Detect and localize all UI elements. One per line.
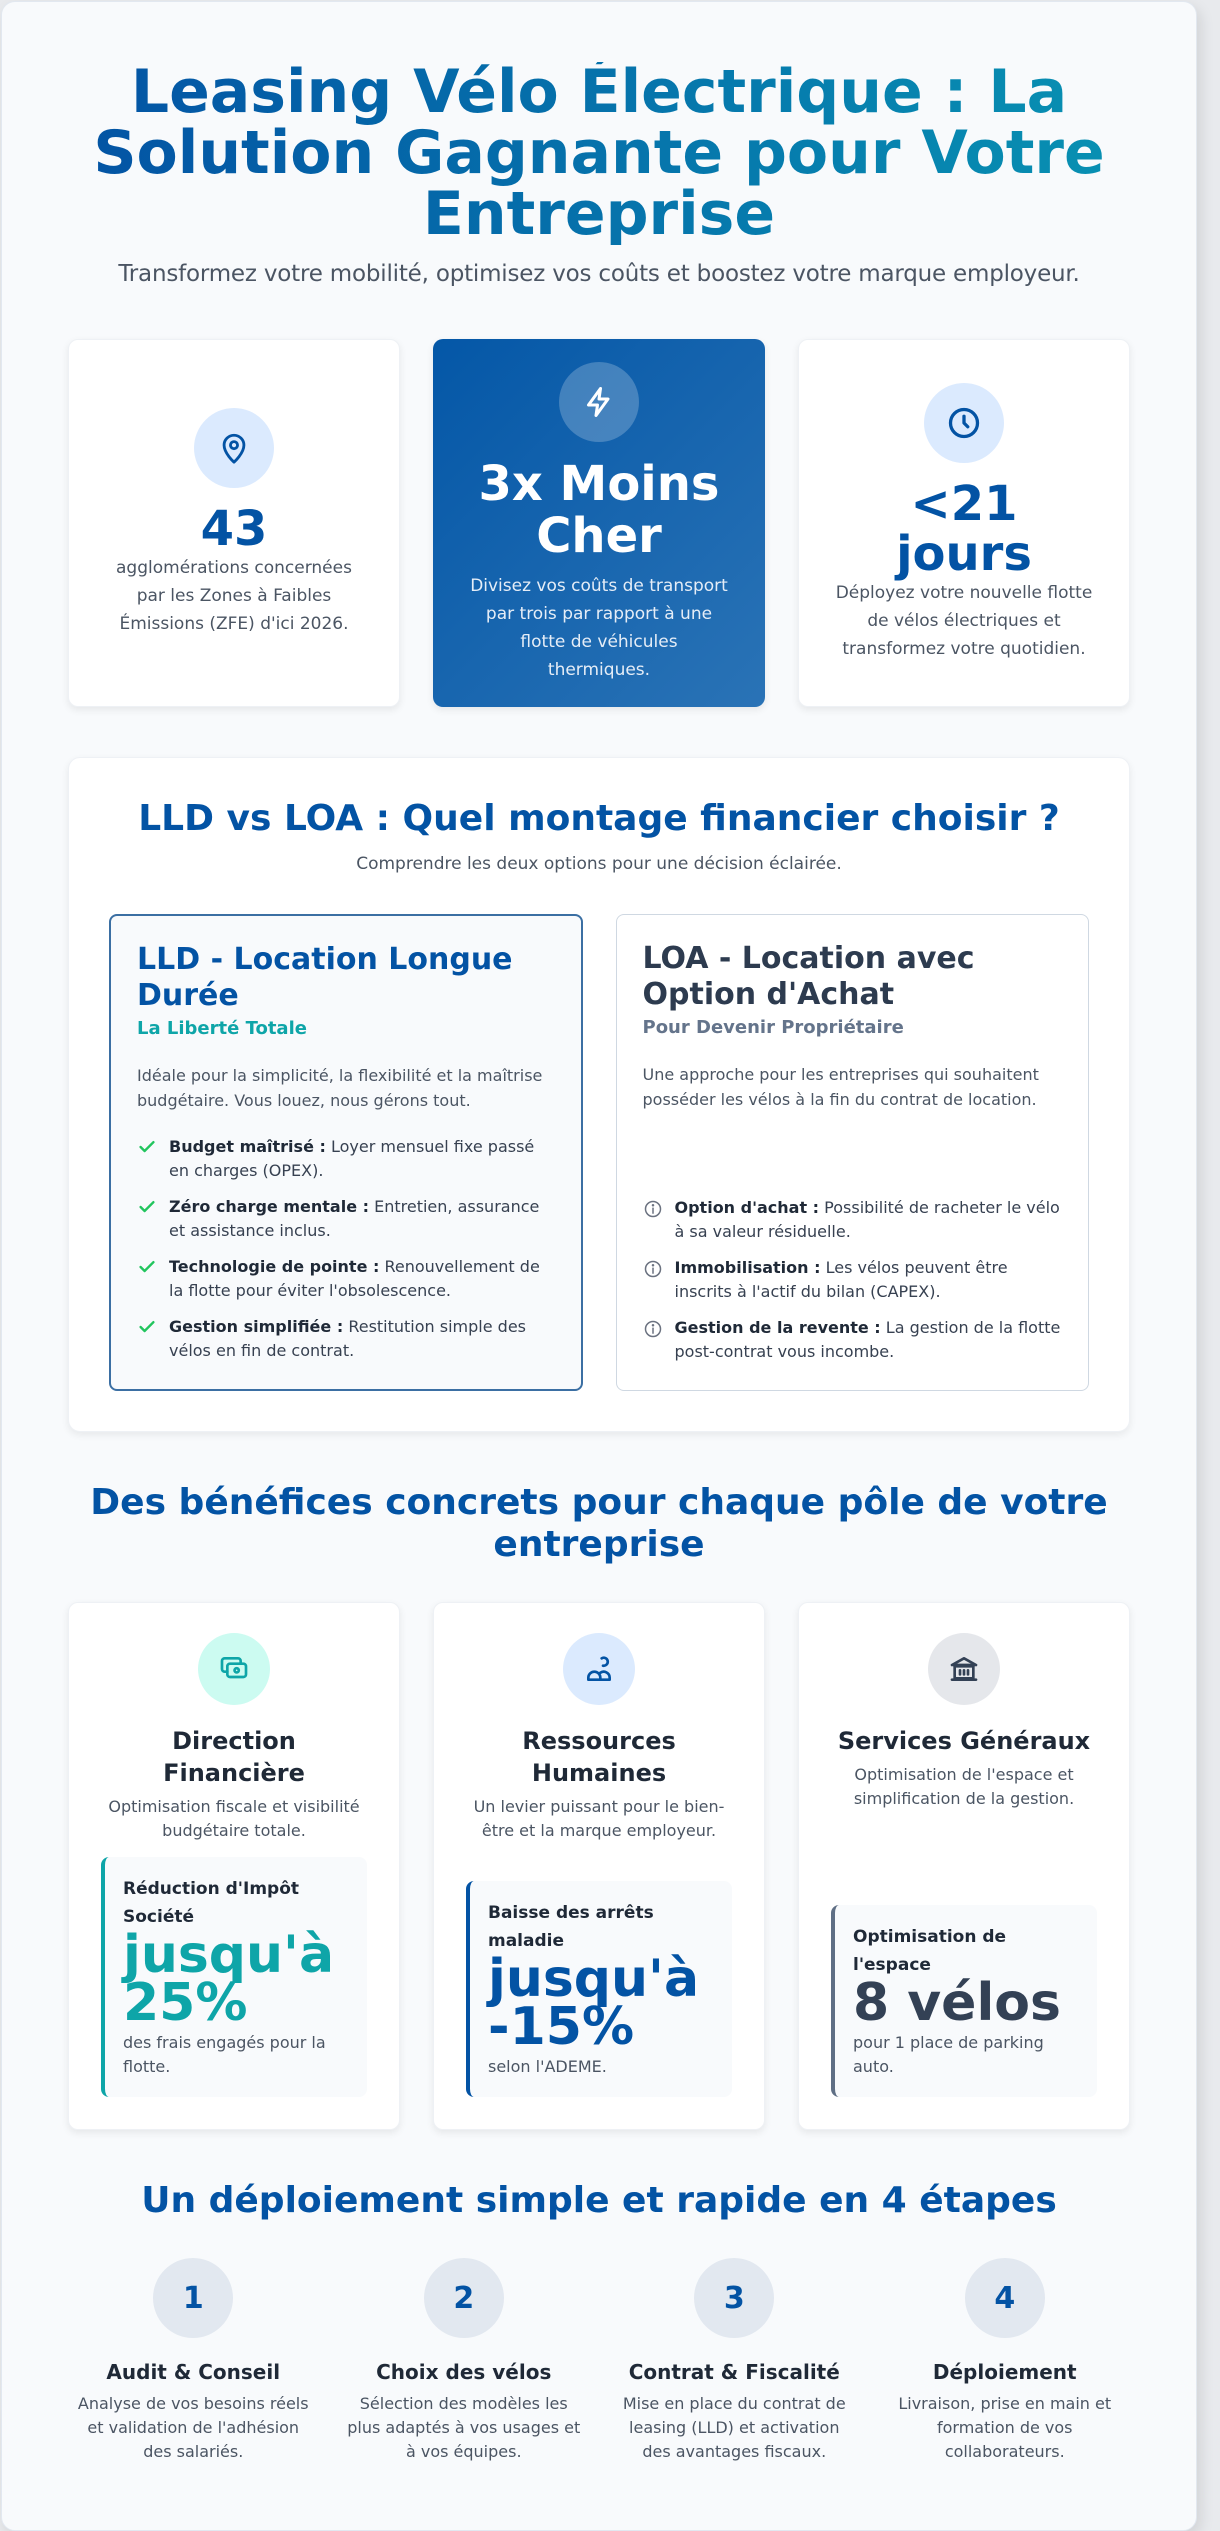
step-description: Sélection des modèles les plus adaptés à vos usages et à vos équipes.: [347, 2394, 581, 2461]
kpi-label: Optimisation de l'espace: [853, 1927, 1007, 1975]
kpi-value: jusqu'à -15%: [488, 1949, 700, 2057]
stat-card-cost: [433, 339, 765, 707]
kpi-note: des frais engagés pour la flotte.: [123, 2033, 326, 2076]
step-number: 4: [965, 2258, 1045, 2338]
comparison-grid: [109, 914, 1089, 1391]
benefit-title: Services Généraux: [837, 1727, 1091, 1755]
feature-text: Entretien, assurance et assistance inclus.: [169, 1197, 540, 1240]
check-icon: [137, 1315, 159, 1363]
hero: [68, 57, 1130, 287]
step-title: Choix des vélos: [376, 2360, 552, 2384]
feature-label: Immobilisation :: [674, 1258, 821, 1277]
benefit-title: Direction Financière: [163, 1727, 305, 1787]
steps-row: [68, 2258, 1130, 2464]
benefits-grid: [68, 1602, 1130, 2130]
kpi-note: pour 1 place de parking auto.: [853, 2033, 1044, 2076]
plan-feature: [137, 1315, 555, 1363]
kpi-box: [831, 1905, 1097, 2097]
stat-value: <21 jours: [896, 476, 1032, 582]
map-pin-icon: [194, 408, 274, 488]
feature-label: Gestion simplifiée :: [169, 1317, 344, 1336]
feature-text: Possibilité de racheter le vélo à sa valeur résiduelle.: [674, 1198, 1060, 1241]
step-description: Livraison, prise en main et formation de vos collaborateurs.: [898, 2394, 1112, 2461]
step-4: [880, 2258, 1131, 2464]
plan-title: LLD - Location Longue Durée: [137, 942, 513, 1013]
comparison-section: [68, 757, 1130, 1432]
clock-icon: [924, 383, 1004, 463]
plan-card-lld: [109, 914, 583, 1391]
step-title: Déploiement: [932, 2360, 1077, 2384]
kpi-label: Réduction d'Impôt Société: [123, 1879, 300, 1927]
check-icon: [137, 1195, 159, 1243]
stat-card-deploy: [798, 339, 1130, 707]
benefit-description: Un levier puissant pour le bien-être et la marque employeur.: [473, 1797, 725, 1840]
benefit-title: Ressources Humaines: [522, 1727, 676, 1787]
plan-feature-list: [643, 1196, 1063, 1364]
step-number: 3: [694, 2258, 774, 2338]
step-2: [339, 2258, 590, 2464]
feature-label: Technologie de pointe :: [169, 1257, 380, 1276]
stat-description: Divisez vos coûts de transport par trois par rapport à une flotte de véhicules thermiques.: [470, 576, 728, 680]
lightning-bolt-icon: [559, 362, 639, 442]
stat-value: 3x Moins Cher: [478, 456, 720, 564]
step-number: 2: [424, 2258, 504, 2338]
building-columns-icon: [928, 1633, 1000, 1705]
kpi-box: [101, 1857, 367, 2097]
step-description: Mise en place du contrat de leasing (LLD) et activation des avantages fiscaux.: [622, 2394, 846, 2461]
check-icon: [137, 1255, 159, 1303]
step-number: 1: [153, 2258, 233, 2338]
plan-card-loa: [616, 914, 1090, 1391]
step-description: Analyse de vos besoins réels et validation de l'adhésion des salariés.: [77, 2394, 309, 2461]
stat-value: 43: [200, 501, 268, 557]
benefit-card-hr: [433, 1602, 765, 2130]
plan-feature: [643, 1196, 1063, 1244]
plan-feature: [137, 1195, 555, 1243]
feature-label: Option d'achat :: [674, 1198, 820, 1217]
stat-card-zfe: [68, 339, 400, 707]
plan-tagline: La Liberté Totale: [137, 1018, 307, 1039]
plan-description: Une approche pour les entreprises qui souhaitent posséder les vélos à la fin du contrat de location.: [642, 1065, 1039, 1109]
feature-text: Restitution simple des vélos en fin de contrat.: [169, 1317, 526, 1360]
info-icon: [643, 1316, 665, 1364]
feature-text: Les vélos peuvent être inscrits à l'actif du bilan (CAPEX).: [674, 1258, 1008, 1301]
plan-feature: [643, 1256, 1063, 1304]
page-subtitle: Transformez votre mobilité, optimisez vos coûts et boostez votre marque employeur.: [118, 261, 1080, 287]
feature-text: La gestion de la flotte post-contrat vous incombe.: [674, 1318, 1061, 1361]
comparison-title: LLD vs LOA : Quel montage financier choisir ?: [138, 798, 1060, 839]
kpi-value: jusqu'à 25%: [123, 1925, 335, 2033]
plan-feature-list: [137, 1135, 555, 1363]
kpi-box: [466, 1881, 732, 2097]
stat-description: Déployez votre nouvelle flotte de vélos électriques et transformez votre quotidien.: [835, 583, 1093, 659]
plan-tagline: Pour Devenir Propriétaire: [642, 1017, 904, 1038]
kpi-value: 8 vélos: [853, 1973, 1061, 2033]
steps-title: Un déploiement simple et rapide en 4 étapes: [141, 2180, 1057, 2221]
users-icon: [563, 1633, 635, 1705]
step-3: [609, 2258, 860, 2464]
benefit-card-general-services: [798, 1602, 1130, 2130]
stat-description: agglomérations concernées par les Zones à Faibles Émissions (ZFE) d'ici 2026.: [116, 558, 352, 634]
comparison-subtitle: Comprendre les deux options pour une décision éclairée.: [356, 854, 842, 874]
feature-text: Loyer mensuel fixe passé en charges (OPEX).: [169, 1137, 535, 1180]
feature-label: Budget maîtrisé :: [169, 1137, 326, 1156]
page-title: Leasing Vélo Électrique : La Solution Gagnante pour Votre Entreprise: [68, 62, 1130, 245]
feature-label: Zéro charge mentale :: [169, 1197, 370, 1216]
benefit-card-finance: [68, 1602, 400, 2130]
info-icon: [643, 1196, 665, 1244]
feature-label: Gestion de la revente :: [674, 1318, 881, 1337]
benefit-description: Optimisation de l'espace et simplification de la gestion.: [853, 1765, 1075, 1808]
stats-row: [68, 339, 1130, 707]
info-icon: [643, 1256, 665, 1304]
plan-feature: [643, 1316, 1063, 1364]
plan-feature: [137, 1255, 555, 1303]
feature-text: Renouvellement de la flotte pour éviter l'obsolescence.: [169, 1257, 540, 1300]
step-1: [68, 2258, 319, 2464]
benefit-description: Optimisation fiscale et visibilité budgétaire totale.: [108, 1797, 360, 1840]
kpi-label: Baisse des arrêts maladie: [488, 1903, 654, 1951]
benefits-title: Des bénéfices concrets pour chaque pôle de votre entreprise: [90, 1482, 1108, 1565]
kpi-note: selon l'ADEME.: [488, 2057, 607, 2076]
step-title: Audit & Conseil: [106, 2360, 281, 2384]
plan-feature: [137, 1135, 555, 1183]
page-container: [1, 1, 1197, 2531]
plan-title: LOA - Location avec Option d'Achat: [642, 941, 975, 1012]
step-title: Contrat & Fiscalité: [628, 2360, 840, 2384]
plan-description: Idéale pour la simplicité, la flexibilité et la maîtrise budgétaire. Vous louez, nous gérons tout.: [137, 1066, 543, 1110]
check-icon: [137, 1135, 159, 1183]
money-bills-icon: [198, 1633, 270, 1705]
